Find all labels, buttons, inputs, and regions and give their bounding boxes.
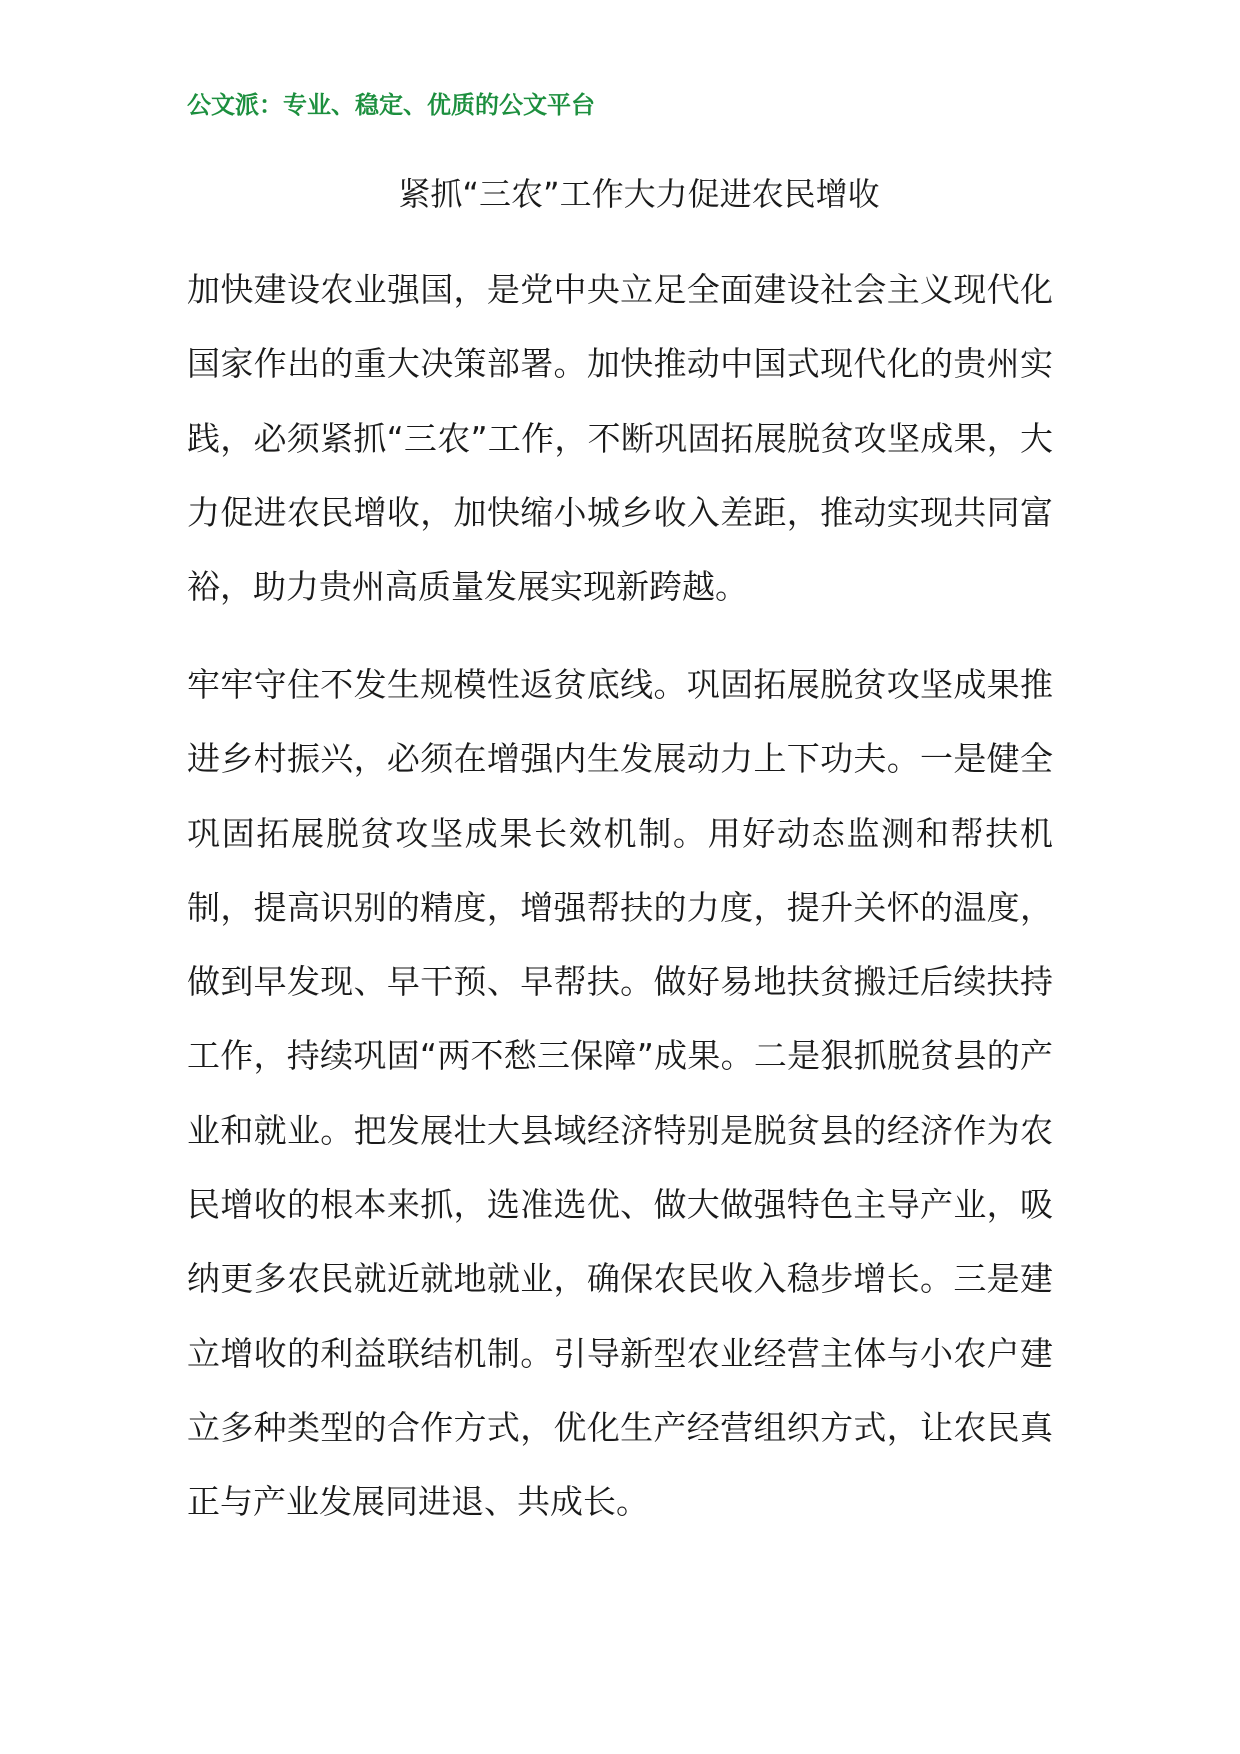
document-title: 紧抓“三农”工作大力促进农民增收 xyxy=(398,175,880,213)
site-tagline: 公文派：专业、稳定、优质的公文平台 xyxy=(187,91,595,119)
paragraph-poverty-line: 牢牢守住不发生规模性返贫底线。巩固拓展脱贫攻坚成果推进乡村振兴，必须在增强内生发展动力上下功夫。一是健全巩固拓展脱贫攻坚成果长效机制。用好动态监测和帮扶机制，提高识别的精度，增强帮扶的力度，提升关怀的温度，做到早发现、早干预、早帮扶。做好易地扶贫搬迁后续扶持工作，持续巩固“两不愁三保障”成果。二是狠抓脱贫县的产业和就业。把发展壮大县域经济特别是脱贫县的经济作为农民增收的根本来抓，选准选优、做大做强特色主导产业，吸纳更多农民就近就地就业，确保农民收入稳步增长。三是建立增收的利益联结机制。引导新型农业经营主体与小农户建立多种类型的合作方式，优化生产经营组织方式，让农民真正与产业发展同进退、共成长。 xyxy=(187,665,1053,1522)
paragraph-intro: 加快建设农业强国，是党中央立足全面建设社会主义现代化国家作出的重大决策部署。加快推动中国式现代化的贵州实践，必须紧抓“三农”工作，不断巩固拓展脱贫攻坚成果，大力促进农民增收，加快缩小城乡收入差距，推动实现共同富裕，助力贵州高质量发展实现新跨越。 xyxy=(187,270,1053,607)
